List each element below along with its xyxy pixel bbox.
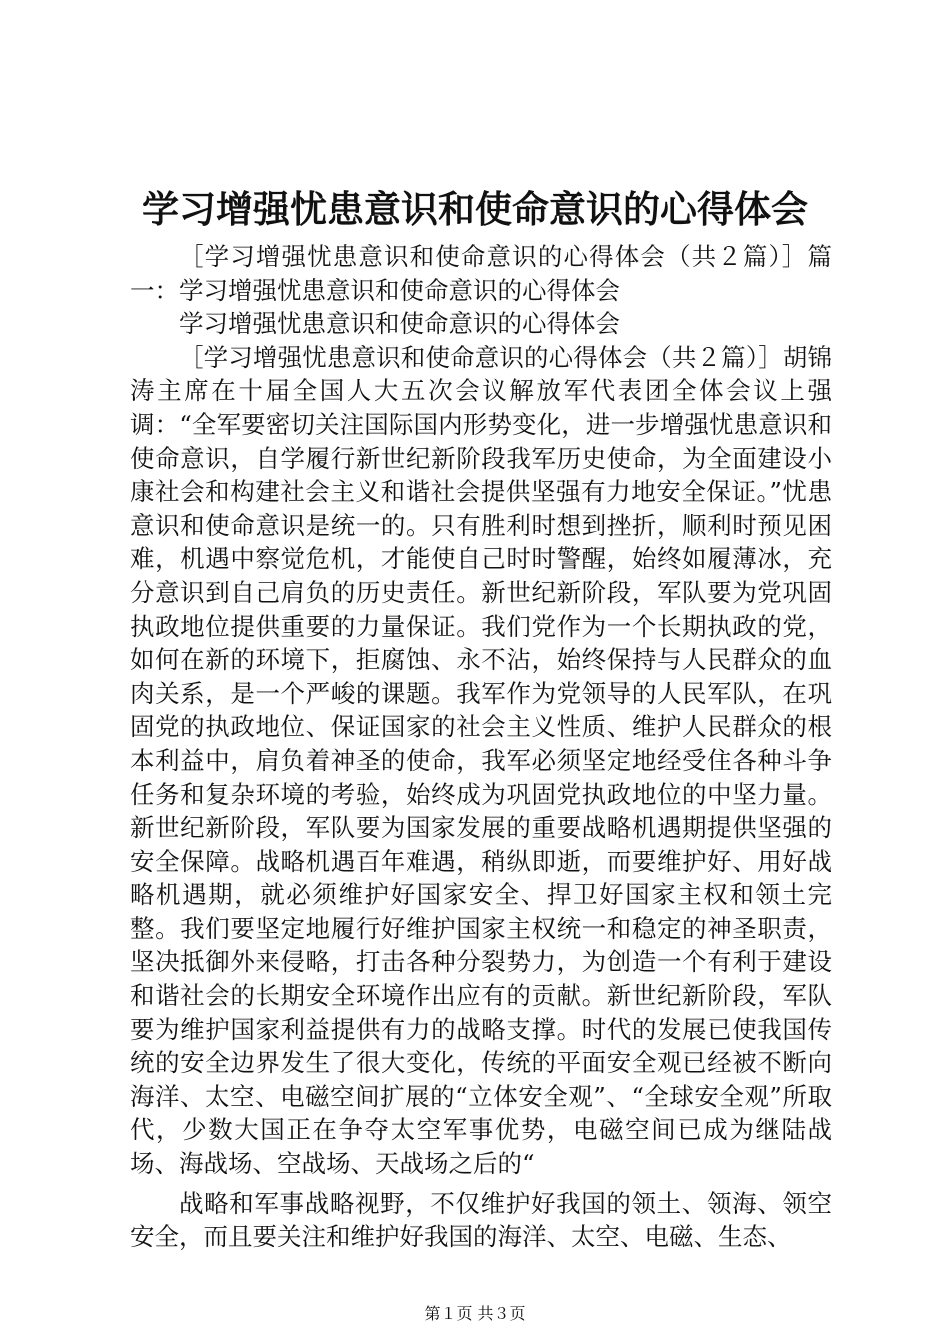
paragraph-main: ［学习增强忧患意识和使命意识的心得体会（共２篇）］胡锦涛主席在十届全国人大五次会议解放军代表团全体会议上强调：“全军要密切关注国际国内形势变化，进一步增强忧患意识和使命意识，自学履行新世纪新阶段我军历史使命，为全面建设小康社会和构建社会主义和谐社会提供坚强有力地安全保证。”忧患意识和使命意识是统一的。只有胜利时想到挫折，顺利时预见困难，机遇中察觉危机，才能使自己时时警醒，始终如履薄冰，充分意识到自己肩负的历史责任。新世纪新阶段，军队要为党巩固执政地位提供重要的力量保证。我们党作为一个长期执政的党，如何在新的环境下，拒腐蚀、永不沾，始终保持与人民群众的血肉关系，是一个严峻的课题。我军作为党领导的人民军队，在巩固党的执政地位、保证国家的社会主义性质、维护人民群众的根本利益中，肩负着神圣的使命，我军必须坚定地经受住各种斗争任务和复杂环境的考验，始终成为巩固党执政地位的中坚力量。新世纪新阶段，军队要为国家发展的重要战略机遇期提供坚强的安全保障。战略机遇百年难遇，稍纵即逝，而要维护好、用好战略机遇期，就必须维护好国家安全、捍卫好国家主权和领土完整。我们要坚定地履行好维护国家主权统一和稳定的神圣职责，坚决抵御外来侵略，打击各种分裂势力，为创造一个有利于建设和谐社会的长期安全环境作出应有的贡献。新世纪新阶段，军队要为维护国家利益提供有力的战略支撑。时代的发展已使我国传统的安全边界发生了很大变化，传统的平面安全观已经被不断向海洋、太空、电磁空间扩展的“立体安全观”、“全球安全观”所取代，少数大国正在争夺太空军事优势，电磁空间已成为继陆战场、海战场、空战场、天战场之后的“ — [130, 342, 832, 1179]
document-body — [130, 240, 832, 1254]
page-footer: 第１页 共３页 — [424, 1304, 526, 1323]
paragraph-intro: ［学习增强忧患意识和使命意识的心得体会（共２篇）］篇一：学习增强忧患意识和使命意识的心得体会 — [130, 242, 832, 305]
paragraph-continued: 战略和军事战略视野，不仅维护好我国的领土、领海、领空安全，而且要关注和维护好我国的海洋、太空、电磁、生态、 — [130, 1188, 832, 1252]
paragraph-subtitle: 学习增强忧患意识和使命意识的心得体会 — [179, 309, 620, 339]
document-title: 学习增强忧患意识和使命意识的心得体会 — [142, 187, 808, 231]
